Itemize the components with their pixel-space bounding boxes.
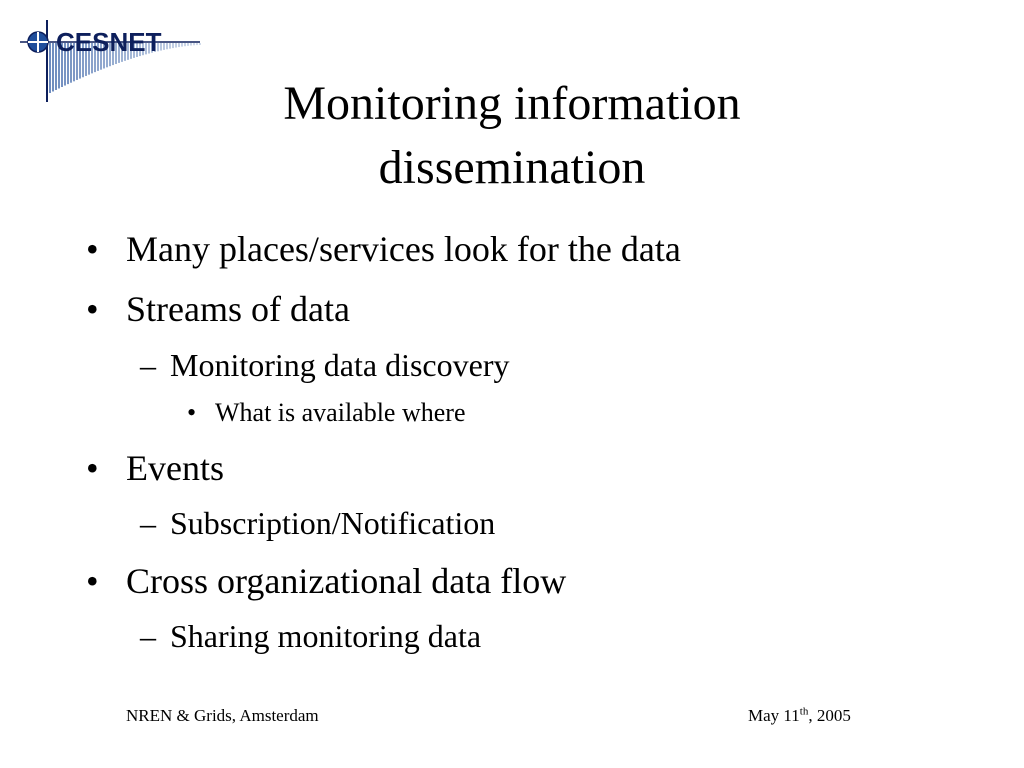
slide-title-line-1: Monitoring information <box>283 77 741 130</box>
sub-bullet-item <box>140 505 496 542</box>
sub-sub-bullet-item <box>187 398 466 428</box>
bullet-text: Many places/services look for the data <box>126 229 681 269</box>
sub-sub-bullet-text: What is available where <box>215 398 466 427</box>
bullet-item <box>86 288 350 330</box>
sub-bullet-text: Subscription/Notification <box>170 505 496 541</box>
footer-date-suffix: , 2005 <box>808 706 851 725</box>
bullet-text: Streams of data <box>126 289 350 329</box>
bullet-text: Events <box>126 448 224 488</box>
sub-bullet-marker: – <box>140 618 156 654</box>
bullet-marker: • <box>86 289 99 329</box>
bullet-marker: • <box>86 448 99 488</box>
sub-bullet-item <box>140 347 510 384</box>
bullet-marker: • <box>86 229 99 269</box>
footer-date-prefix: May 11 <box>748 706 800 725</box>
bullet-text: Cross organizational data flow <box>126 561 567 601</box>
sub-bullet-marker: – <box>140 505 156 541</box>
sub-bullet-item <box>140 618 482 655</box>
bullet-marker: • <box>86 561 99 601</box>
bullet-item <box>86 228 681 270</box>
sub-bullet-text: Monitoring data discovery <box>170 347 510 383</box>
sub-bullet-marker: – <box>140 347 156 383</box>
footer-date <box>748 706 851 726</box>
bullet-item <box>86 560 567 602</box>
sub-sub-bullet-marker: • <box>187 398 197 427</box>
bullet-item <box>86 447 224 489</box>
footer-date-ordinal: th <box>799 705 809 718</box>
cesnet-wordmark: CESNET <box>56 27 162 57</box>
slide-title-line-2: dissemination <box>378 141 646 194</box>
sub-bullet-text: Sharing monitoring data <box>170 618 482 654</box>
footer-event: NREN & Grids, Amsterdam <box>126 706 319 725</box>
